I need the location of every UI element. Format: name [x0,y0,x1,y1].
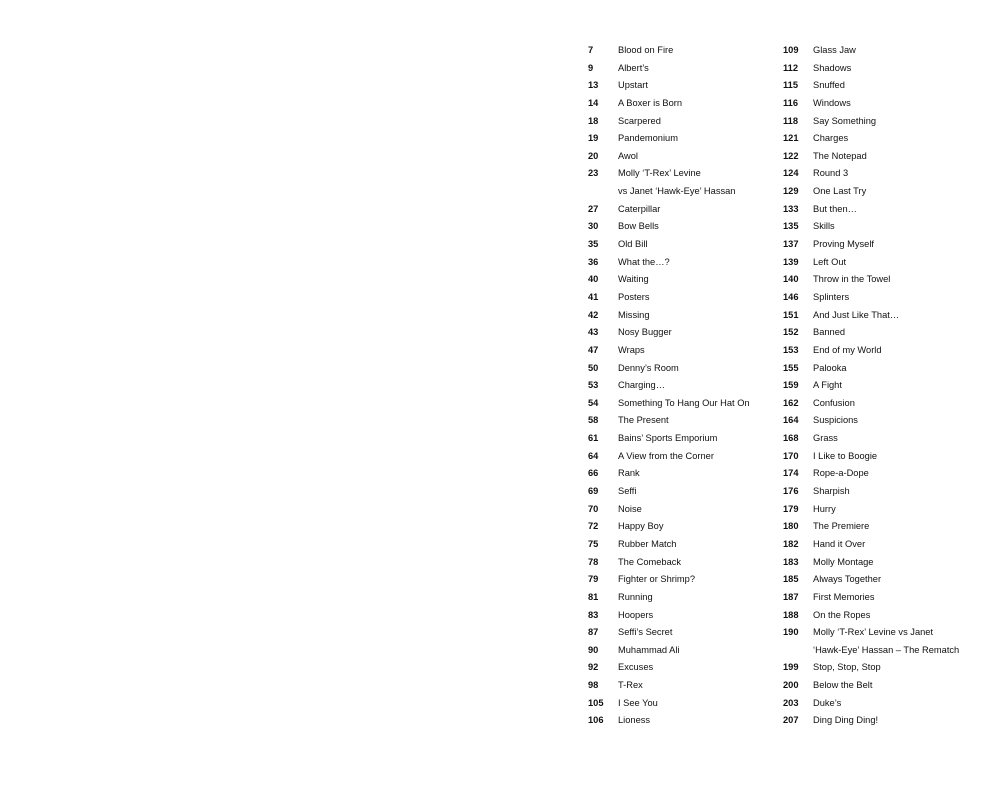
contents-entry [783,77,993,95]
chapter-title: Albert’s [618,62,649,73]
page-number: 87 [588,627,599,638]
chapter-title: Rank [618,468,640,479]
chapter-title: Ding Ding Ding! [813,715,879,726]
page-number: 18 [588,115,599,126]
chapter-title: Below the Belt [813,680,873,691]
contents-entry [588,624,778,642]
page-number: 188 [783,609,799,620]
page-number: 9 [588,62,594,73]
contents-entry [783,307,993,325]
contents-entry [783,430,993,448]
contents-entry [783,677,993,695]
contents-entry [588,659,778,677]
page-number: 13 [588,80,599,91]
contents-entry [588,77,778,95]
contents-entry [588,518,778,536]
chapter-title: Molly Montage [813,556,874,567]
page-number: 83 [588,609,599,620]
contents-entry [588,695,778,713]
page-number: 50 [588,362,599,373]
chapter-title: What the…? [618,256,670,267]
contents-entry [783,42,993,60]
contents-entry [588,95,778,113]
contents-entry [783,501,993,519]
contents-entry [783,113,993,131]
contents-entry [783,624,993,642]
contents-entry [783,465,993,483]
contents-entry [588,60,778,78]
contents-entry [588,571,778,589]
page-number: 14 [588,97,599,108]
chapter-title: Excuses [618,662,654,673]
page-number: 151 [783,309,799,320]
contents-entry [783,395,993,413]
chapter-title: Waiting [618,274,649,285]
chapter-title: Happy Boy [618,521,664,532]
page-number: 53 [588,380,599,391]
page-number: 35 [588,239,599,250]
page-number: 19 [588,133,599,144]
page-number: 106 [588,715,604,726]
chapter-title: One Last Try [813,186,867,197]
page-number: 140 [783,274,799,285]
page-number: 115 [783,80,798,91]
page-number: 70 [588,503,599,514]
contents-entry [588,254,778,272]
contents-entry [783,254,993,272]
contents-entry [588,448,778,466]
page-number: 180 [783,521,799,532]
chapter-title: Hand it Over [813,538,866,549]
contents-entry [783,483,993,501]
chapter-title: Scarpered [618,115,661,126]
page-number: 90 [588,644,599,655]
contents-entry [588,360,778,378]
contents-entry [783,377,993,395]
contents-entry [783,448,993,466]
contents-entry [783,695,993,713]
chapter-title: Caterpillar [618,203,661,214]
contents-entry [783,554,993,572]
chapter-title: Suspicions [813,415,858,426]
page-number: 42 [588,309,599,320]
chapter-title: Charges [813,133,849,144]
chapter-title: Pandemonium [618,133,678,144]
contents-entry [588,236,778,254]
chapter-title: But then… [813,203,857,214]
contents-entry [783,712,993,730]
contents-entry [588,395,778,413]
chapter-title: I See You [618,697,658,708]
page-number: 155 [783,362,799,373]
chapter-title: The Comeback [618,556,682,567]
page-number: 164 [783,415,799,426]
page-number: 58 [588,415,599,426]
chapter-title: Nosy Bugger [618,327,672,338]
page-number: 137 [783,239,799,250]
contents-entry [783,518,993,536]
page-number: 66 [588,468,599,479]
page-number: 182 [783,538,799,549]
contents-entry [588,42,778,60]
chapter-title: Hurry [813,503,836,514]
chapter-title: Seffi [618,486,637,497]
contents-entry [588,342,778,360]
chapter-title: End of my World [813,344,882,355]
contents-entry [783,360,993,378]
page-number: 139 [783,256,799,267]
contents-entry [783,324,993,342]
chapter-title: Splinters [813,291,850,302]
contents-entry [588,465,778,483]
page-number: 159 [783,380,799,391]
chapter-title: T-Rex [618,680,643,691]
chapter-title: Fighter or Shrimp? [618,574,695,585]
contents-column-right [783,42,993,730]
contents-entry [588,412,778,430]
chapter-title: Banned [813,327,846,338]
page-number: 69 [588,486,599,497]
contents-entry [783,571,993,589]
chapter-title: Denny’s Room [618,362,679,373]
page-number: 183 [783,556,799,567]
chapter-title: Muhammad Ali [618,644,680,655]
chapter-title: Molly ‘T-Rex’ Levine [618,168,701,179]
chapter-title: Molly ‘T-Rex’ Levine vs Janet [813,627,934,638]
contents-entry [783,130,993,148]
chapter-title: Always Together [813,574,882,585]
contents-entry [783,607,993,625]
contents-entry [588,483,778,501]
chapter-title: Say Something [813,115,877,126]
chapter-title: I Like to Boogie [813,450,878,461]
contents-entry [783,589,993,607]
page-number: 7 [588,45,594,55]
page-number: 135 [783,221,799,232]
page-number: 78 [588,556,599,567]
chapter-title: Confusion [813,397,855,408]
page-number: 23 [588,168,599,179]
chapter-title: Awol [618,150,638,161]
contents-entry [783,412,993,430]
contents-entry [588,183,778,201]
chapter-title: The Premiere [813,521,870,532]
page-number: 105 [588,697,604,708]
page-number: 61 [588,433,599,444]
contents-entry [588,501,778,519]
page-number: 41 [588,291,599,302]
chapter-title: Glass Jaw [813,45,856,55]
contents-entry [783,271,993,289]
chapter-title: Shadows [813,62,852,73]
page-number: 118 [783,115,798,126]
page-number: 75 [588,538,599,549]
chapter-title: Something To Hang Our Hat On [618,397,750,408]
chapter-title: Old Bill [618,239,648,250]
contents-entry [588,165,778,183]
contents-entry [588,218,778,236]
page-number: 116 [783,97,798,108]
contents-entry [783,183,993,201]
contents-entry [783,201,993,219]
page-number: 92 [588,662,599,673]
contents-entry [783,342,993,360]
page-number: 133 [783,203,799,214]
contents-entry [588,148,778,166]
contents-entry [588,712,778,730]
contents-entry [588,201,778,219]
chapter-title: Wraps [618,344,645,355]
page-number: 47 [588,344,599,355]
chapter-title: And Just Like That… [813,309,900,320]
contents-entry [588,536,778,554]
chapter-title: Throw in the Towel [813,274,891,285]
page-number: 174 [783,468,799,479]
contents-entry [783,60,993,78]
page-number: 122 [783,150,799,161]
chapter-title: Bains’ Sports Emporium [618,433,718,444]
page-number: 54 [588,397,599,408]
contents-entry [588,113,778,131]
page-number: 112 [783,62,798,73]
page-number: 72 [588,521,599,532]
chapter-title: Bow Bells [618,221,659,232]
chapter-title: Hoopers [618,609,654,620]
contents-entry [588,607,778,625]
chapter-title: Noise [618,503,642,514]
page-number: 40 [588,274,599,285]
chapter-title: Rope-a-Dope [813,468,869,479]
chapter-title: Posters [618,291,650,302]
page-number: 170 [783,450,799,461]
chapter-title: Left Out [813,256,847,267]
page-number: 36 [588,256,599,267]
page-number: 27 [588,203,599,214]
chapter-title: Charging… [618,380,666,391]
page-number: 64 [588,450,599,461]
contents-entry [588,677,778,695]
contents-entry [588,271,778,289]
chapter-title: Blood on Fire [618,45,674,55]
chapter-title: Round 3 [813,168,849,179]
contents-entry [588,377,778,395]
page-number: 79 [588,574,599,585]
page-number: 121 [783,133,799,144]
chapter-title: Seffi’s Secret [618,627,673,638]
contents-entry [783,165,993,183]
page-number: 187 [783,591,799,602]
contents-entry [588,130,778,148]
chapter-title: Lioness [618,715,651,726]
page-number: 109 [783,45,799,55]
chapter-title: Windows [813,97,851,108]
chapter-title: Grass [813,433,838,444]
chapter-title: vs Janet ‘Hawk-Eye’ Hassan [618,186,736,197]
chapter-title: The Present [618,415,669,426]
page-number: 124 [783,168,799,179]
contents-entry [783,236,993,254]
contents-entry [783,536,993,554]
contents-entry [783,148,993,166]
chapter-title: Sharpish [813,486,850,497]
chapter-title: Skills [813,221,835,232]
page-number: 179 [783,503,799,514]
page-number: 129 [783,186,799,197]
contents-entry [783,218,993,236]
chapter-title: Duke’s [813,697,842,708]
chapter-title: The Notepad [813,150,867,161]
chapter-title: Proving Myself [813,239,874,250]
chapter-title: Palooka [813,362,847,373]
page-number: 199 [783,662,799,673]
page-number: 190 [783,627,799,638]
contents-entry [783,289,993,307]
page-number: 20 [588,150,599,161]
contents-entry [588,430,778,448]
chapter-title: Running [618,591,653,602]
contents-entry [783,659,993,677]
page-number: 168 [783,433,799,444]
page-number: 30 [588,221,599,232]
contents-entry [588,289,778,307]
chapter-title: A Fight [813,380,842,391]
contents-column-left [588,42,778,730]
page-number: 146 [783,291,799,302]
page-number: 153 [783,344,799,355]
page-number: 152 [783,327,799,338]
chapter-title: A Boxer is Born [618,97,683,108]
chapter-title: Snuffed [813,80,845,91]
chapter-title: Upstart [618,80,648,91]
page-number: 176 [783,486,799,497]
contents-entry [588,307,778,325]
chapter-title: Stop, Stop, Stop [813,662,881,673]
chapter-title: Missing [618,309,650,320]
contents-entry [588,324,778,342]
chapter-title: First Memories [813,591,875,602]
page-number: 200 [783,680,799,691]
page-number: 207 [783,715,799,726]
page-number: 162 [783,397,799,408]
page-number: 98 [588,680,599,691]
page-number: 185 [783,574,799,585]
page-number: 81 [588,591,599,602]
chapter-title: ‘Hawk-Eye’ Hassan – The Rematch [813,644,960,655]
contents-entry [588,589,778,607]
chapter-title: On the Ropes [813,609,871,620]
contents-entry [783,95,993,113]
contents-entry [588,554,778,572]
chapter-title: A View from the Corner [618,450,714,461]
chapter-title: Rubber Match [618,538,677,549]
contents-entry [783,642,993,660]
contents-entry [588,642,778,660]
page-number: 43 [588,327,599,338]
page-number: 203 [783,697,799,708]
